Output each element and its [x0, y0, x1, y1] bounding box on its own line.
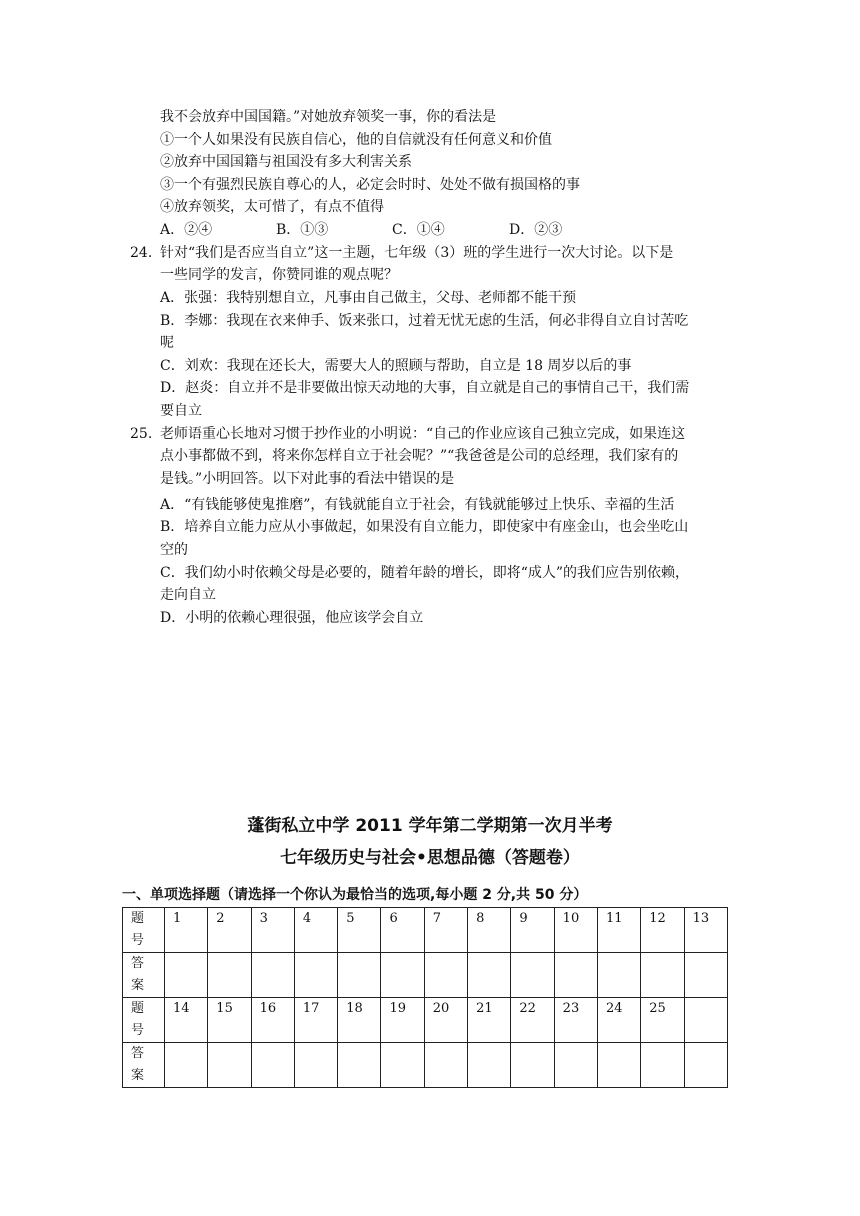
number-row-2 — [123, 998, 728, 1043]
answer-cell[interactable] — [424, 1043, 467, 1088]
answer-row-2 — [123, 1043, 728, 1088]
question-number-cell: 3 — [251, 908, 294, 953]
row-label-number: 题号 — [123, 908, 165, 953]
q24-number: 24. — [130, 245, 153, 261]
q24-option-b-line1: B．李娜：我现在衣来伸手、饭来张口，过着无忧无虑的生活，何必非得自立自讨苦吃 — [160, 313, 689, 329]
question-number-cell: 23 — [554, 998, 597, 1043]
answer-cell[interactable] — [641, 953, 684, 998]
answer-sheet-subtitle: 七年级历史与社会•思想品德（答题卷） — [280, 848, 580, 868]
q23-item-2: ②放弃中国国籍与祖国没有多大利害关系 — [160, 154, 412, 170]
question-number-cell: 18 — [338, 998, 381, 1043]
answer-grid — [122, 907, 728, 1088]
q23-option-d: D．②③ — [509, 222, 563, 238]
answer-cell[interactable] — [165, 953, 208, 998]
number-row-1 — [123, 908, 728, 953]
question-number-cell — [684, 998, 727, 1043]
q23-item-4: ④放弃领奖，太可惜了，有点不值得 — [160, 199, 384, 215]
q25-stem-line3: 是钱。”小明回答。以下对此事的看法中错误的是 — [160, 471, 455, 487]
q24-stem-line1: 针对“我们是否应当自立”这一主题，七年级（3）班的学生进行一次大讨论。以下是 — [160, 245, 674, 261]
question-number-cell: 15 — [208, 998, 251, 1043]
answer-cell[interactable] — [468, 953, 511, 998]
q25-option-d: D．小明的依赖心理很强，他应该学会自立 — [160, 610, 424, 626]
q25-stem-line2: 点小事都做不到，将来你怎样自立于社会呢？”“我爸爸是公司的总经理，我们家有的 — [160, 448, 679, 464]
q23-option-b: B．①③ — [276, 222, 329, 238]
q24-option-b-line2: 呢 — [160, 335, 174, 351]
question-number-cell: 17 — [294, 998, 337, 1043]
answer-cell[interactable] — [424, 953, 467, 998]
q24-option-d-line1: D．赵炎：自立并不是非要做出惊天动地的大事，自立就是自己的事情自己干，我们需 — [160, 380, 690, 396]
q25-option-c-line2: 走向自立 — [160, 587, 216, 603]
answer-cell[interactable] — [338, 953, 381, 998]
answer-cell[interactable] — [468, 1043, 511, 1088]
answer-cell[interactable] — [294, 1043, 337, 1088]
q24-option-d-line2: 要自立 — [160, 403, 202, 419]
question-number-cell: 7 — [424, 908, 467, 953]
question-number-cell: 11 — [597, 908, 640, 953]
question-number-cell: 22 — [511, 998, 554, 1043]
question-number-cell: 24 — [597, 998, 640, 1043]
question-number-cell: 6 — [381, 908, 424, 953]
question-number-cell: 1 — [165, 908, 208, 953]
q23-stem-tail: 我不会放弃中国国籍。”对她放弃领奖一事，你的看法是 — [160, 109, 497, 125]
answer-cell[interactable] — [597, 1043, 640, 1088]
answer-cell[interactable] — [597, 953, 640, 998]
answer-cell[interactable] — [208, 1043, 251, 1088]
question-number-cell: 9 — [511, 908, 554, 953]
question-number-cell: 5 — [338, 908, 381, 953]
answer-cell[interactable] — [251, 1043, 294, 1088]
q24-option-c: C．刘欢：我现在还长大，需要大人的照顾与帮助，自立是 18 周岁以后的事 — [160, 358, 632, 374]
answer-cell[interactable] — [251, 953, 294, 998]
q25-stem-line1: 老师语重心长地对习惯于抄作业的小明说：“自己的作业应该自己独立完成，如果连这 — [160, 426, 686, 442]
answer-row-1 — [123, 953, 728, 998]
q25-option-c-line1: C．我们幼小时依赖父母是必要的，随着年龄的增长，即将“成人”的我们应告别依赖， — [160, 565, 690, 581]
answer-cell[interactable] — [165, 1043, 208, 1088]
answer-sheet-title: 蓬街私立中学 2011 学年第二学期第一次月半考 — [247, 816, 613, 836]
answer-cell[interactable] — [641, 1043, 684, 1088]
answer-cell[interactable] — [381, 1043, 424, 1088]
question-number-cell: 16 — [251, 998, 294, 1043]
answer-cell[interactable] — [511, 1043, 554, 1088]
question-number-cell: 14 — [165, 998, 208, 1043]
q23-option-a: A．②④ — [160, 222, 213, 238]
answer-cell[interactable] — [294, 953, 337, 998]
question-number-cell: 8 — [468, 908, 511, 953]
q24-stem-line2: 一些同学的发言，你赞同谁的观点呢？ — [160, 267, 398, 283]
section-heading: 一、单项选择题（请选择一个你认为最恰当的选项,每小题 2 分,共 50 分） — [122, 887, 588, 903]
question-number-cell: 19 — [381, 998, 424, 1043]
answer-cell[interactable] — [338, 1043, 381, 1088]
row-label-answer: 答案 — [123, 953, 165, 998]
q23-option-c: C．①④ — [392, 222, 445, 238]
answer-cell[interactable] — [554, 953, 597, 998]
row-label-answer: 答案 — [123, 1043, 165, 1088]
answer-cell[interactable] — [554, 1043, 597, 1088]
q25-number: 25. — [130, 426, 153, 442]
question-number-cell: 12 — [641, 908, 684, 953]
question-number-cell: 4 — [294, 908, 337, 953]
question-number-cell: 20 — [424, 998, 467, 1043]
q23-item-1: ①一个人如果没有民族自信心，他的自信就没有任何意义和价值 — [160, 132, 552, 148]
question-number-cell: 21 — [468, 998, 511, 1043]
answer-cell[interactable] — [381, 953, 424, 998]
q23-item-3: ③一个有强烈民族自尊心的人，必定会时时、处处不做有损国格的事 — [160, 177, 580, 193]
answer-cell[interactable] — [684, 953, 727, 998]
answer-cell[interactable] — [684, 1043, 727, 1088]
answer-cell[interactable] — [511, 953, 554, 998]
question-number-cell: 13 — [684, 908, 727, 953]
question-number-cell: 2 — [208, 908, 251, 953]
question-number-cell: 10 — [554, 908, 597, 953]
q24-option-a: A．张强：我特别想自立，凡事由自己做主，父母、老师都不能干预 — [160, 290, 577, 306]
answer-cell[interactable] — [208, 953, 251, 998]
row-label-number: 题号 — [123, 998, 165, 1043]
question-number-cell: 25 — [641, 998, 684, 1043]
q25-option-b-line1: B．培养自立能力应从小事做起，如果没有自立能力，即使家中有座金山，也会坐吃山 — [160, 519, 689, 535]
q25-option-b-line2: 空的 — [160, 542, 188, 558]
q25-option-a: A．“有钱能够使鬼推磨”，有钱就能自立于社会，有钱就能够过上快乐、幸福的生活 — [160, 497, 675, 513]
